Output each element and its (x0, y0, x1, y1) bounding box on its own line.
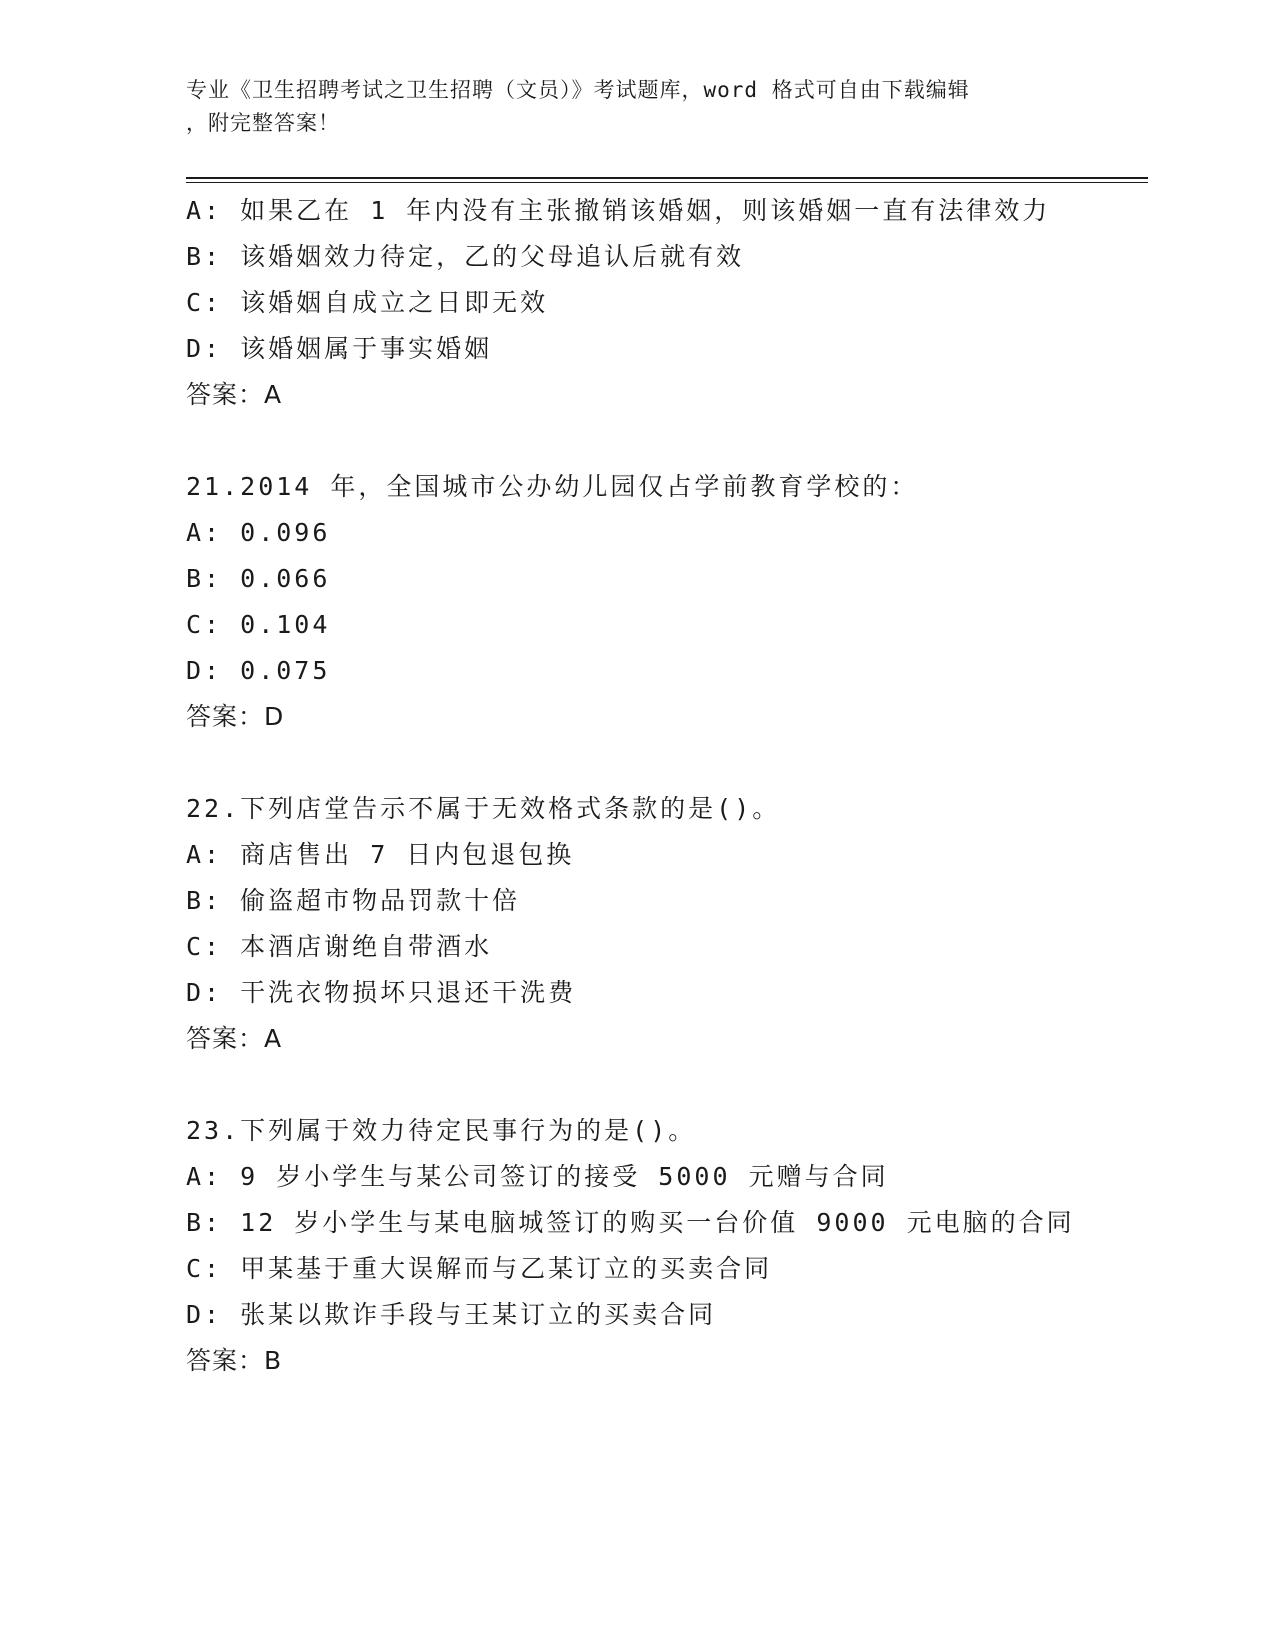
spacer (186, 740, 1186, 786)
question-text: 23.下列属于效力待定民事行为的是()。 (186, 1116, 697, 1145)
option-c: C: 该婚姻自成立之日即无效 (186, 288, 549, 317)
question-block-22 (186, 786, 1186, 1062)
question-block-23 (186, 1108, 1186, 1384)
question-text: 22.下列店堂告示不属于无效格式条款的是()。 (186, 794, 781, 823)
option-c: C: 0.104 (186, 610, 331, 639)
option-c: C: 本酒店谢绝自带酒水 (186, 932, 493, 961)
option-a: A: 9 岁小学生与某公司签订的接受 5000 元赠与合同 (186, 1162, 889, 1191)
question-block-21 (186, 464, 1186, 740)
question-list (186, 188, 1186, 1384)
spacer (186, 1062, 1186, 1108)
spacer (186, 418, 1186, 464)
option-b: B: 偷盗超市物品罚款十倍 (186, 886, 521, 915)
answer-label: 答案：B (186, 1346, 283, 1375)
option-a: A: 0.096 (186, 518, 331, 547)
header-divider-thin (186, 182, 1148, 183)
option-a: A: 如果乙在 1 年内没有主张撤销该婚姻，则该婚姻一直有法律效力 (186, 196, 1051, 225)
option-d: D: 0.075 (186, 656, 331, 685)
option-b: B: 该婚姻效力待定，乙的父母追认后就有效 (186, 242, 745, 271)
header-line-1: 专业《卫生招聘考试之卫生招聘（文员）》考试题库，word 格式可自由下载编辑 (186, 78, 970, 102)
header-line-2: ，附完整答案！ (186, 111, 340, 135)
option-b: B: 12 岁小学生与某电脑城签订的购买一台价值 9000 元电脑的合同 (186, 1208, 1075, 1237)
question-block-20 (186, 188, 1186, 418)
answer-label: 答案：A (186, 1024, 283, 1053)
option-b: B: 0.066 (186, 564, 331, 593)
answer-label: 答案：A (186, 380, 283, 409)
option-d: D: 干洗衣物损坏只退还干洗费 (186, 978, 577, 1007)
option-c: C: 甲某基于重大误解而与乙某订立的买卖合同 (186, 1254, 773, 1283)
question-text: 21.2014 年，全国城市公办幼儿园仅占学前教育学校的： (186, 472, 919, 501)
answer-label: 答案：D (186, 702, 285, 731)
option-d: D: 该婚姻属于事实婚姻 (186, 334, 493, 363)
option-a: A: 商店售出 7 日内包退包换 (186, 840, 575, 869)
document-header (186, 74, 1086, 140)
option-d: D: 张某以欺诈手段与王某订立的买卖合同 (186, 1300, 717, 1329)
header-divider-thick (186, 177, 1148, 179)
